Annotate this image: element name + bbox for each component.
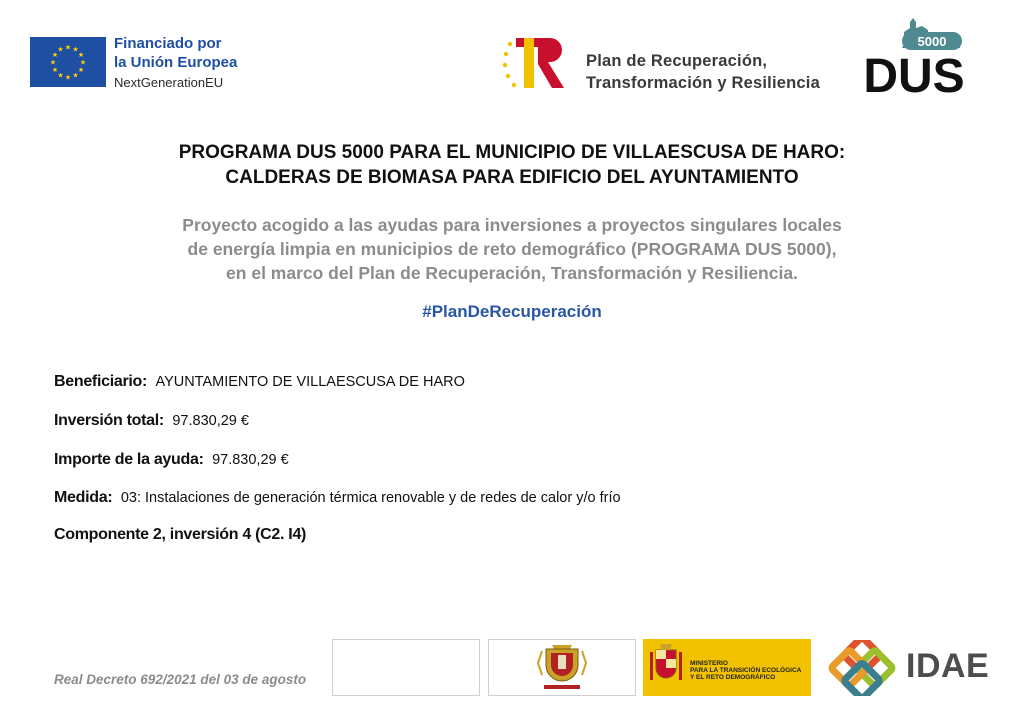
coat-of-arms-icon [489, 640, 635, 695]
detail-label: Medida: [54, 489, 113, 506]
detail-value: 97.830,29 € [212, 452, 289, 468]
detail-total-investment [54, 412, 249, 430]
detail-aid-amount [54, 451, 289, 469]
prtr-logo-text [586, 50, 820, 94]
page-title [0, 140, 1024, 190]
eu-star-icon: ★ [72, 72, 79, 80]
ministry-line-2: PARA LA TRANSICIÓN ECOLÓGICA [690, 667, 802, 674]
detail-component [54, 526, 306, 544]
eu-line-3: NextGenerationEU [114, 75, 224, 90]
eu-star-icon: ★ [49, 59, 57, 67]
eu-star-icon: ★ [79, 59, 87, 67]
page-subtitle [0, 213, 1024, 285]
subtitle-line-2: de energía limpia en municipios de reto demográfico (PROGRAMA DUS 5000), [187, 239, 837, 259]
title-line-2: CALDERAS DE BIOMASA PARA EDIFICIO DEL AYUNTAMIENTO [225, 167, 799, 188]
subtitle-line-1: Proyecto acogido a las ayudas para inversiones a proyectos singulares locales [182, 215, 842, 235]
eu-star-icon: ★ [51, 67, 59, 74]
eu-star-icon: ★ [57, 46, 64, 54]
ministry-line-1: MINISTERIO [690, 660, 728, 667]
empty-logo-box [332, 639, 480, 696]
subtitle-line-3: en el marco del Plan de Recuperación, Transformación y Resiliencia. [226, 263, 798, 283]
eu-funding-logo [114, 34, 237, 92]
ministry-line-3: Y EL RETO DEMOGRÁFICO [690, 674, 776, 681]
spain-shield-icon [644, 640, 688, 695]
detail-beneficiary [54, 373, 465, 391]
eu-star-icon: ★ [72, 46, 79, 54]
ministry-text [690, 660, 801, 681]
detail-value: 03: Instalaciones de generación térmica renovable y de redes de calor y/o frío [120, 490, 621, 506]
detail-measure [54, 489, 621, 507]
eu-star-icon: ★ [51, 52, 59, 59]
eu-line-2: la Unión Europea [114, 54, 238, 71]
eu-star-icon: ★ [64, 74, 72, 82]
eu-star-icon: ★ [77, 52, 85, 59]
eu-line-1: Financiado por [114, 35, 222, 52]
idae-chain-icon [824, 640, 900, 696]
eu-star-icon: ★ [77, 67, 85, 74]
detail-value: 97.830,29 € [172, 413, 249, 429]
dus-badge-text: 5000 [917, 34, 947, 49]
title-line-1: PROGRAMA DUS 5000 PARA EL MUNICIPIO DE VILLAESCUSA DE HARO: [178, 142, 846, 163]
prtr-line-2: Transformación y Resiliencia [586, 74, 820, 92]
detail-value: AYUNTAMIENTO DE VILLAESCUSA DE HARO [155, 374, 465, 390]
dus-5000-logo [858, 14, 970, 96]
dus-word: DUS [863, 50, 965, 96]
detail-label: Inversión total: [54, 412, 164, 429]
prtr-logo-icon [500, 30, 572, 94]
municipal-logo-box [488, 639, 636, 696]
idae-logo-text: IDAE [906, 647, 990, 685]
eu-star-icon: ★ [64, 44, 72, 52]
detail-label: Componente 2, inversión 4 (C2. I4) [54, 526, 307, 543]
eu-flag-icon [30, 37, 106, 87]
detail-label: Importe de la ayuda: [54, 451, 204, 468]
eu-star-icon: ★ [57, 72, 64, 80]
prtr-line-1: Plan de Recuperación, [586, 52, 768, 70]
hashtag: #PlanDeRecuperación [422, 302, 602, 321]
detail-label: Beneficiario: [54, 373, 148, 390]
decree-text: Real Decreto 692/2021 del 03 de agosto [54, 672, 307, 687]
